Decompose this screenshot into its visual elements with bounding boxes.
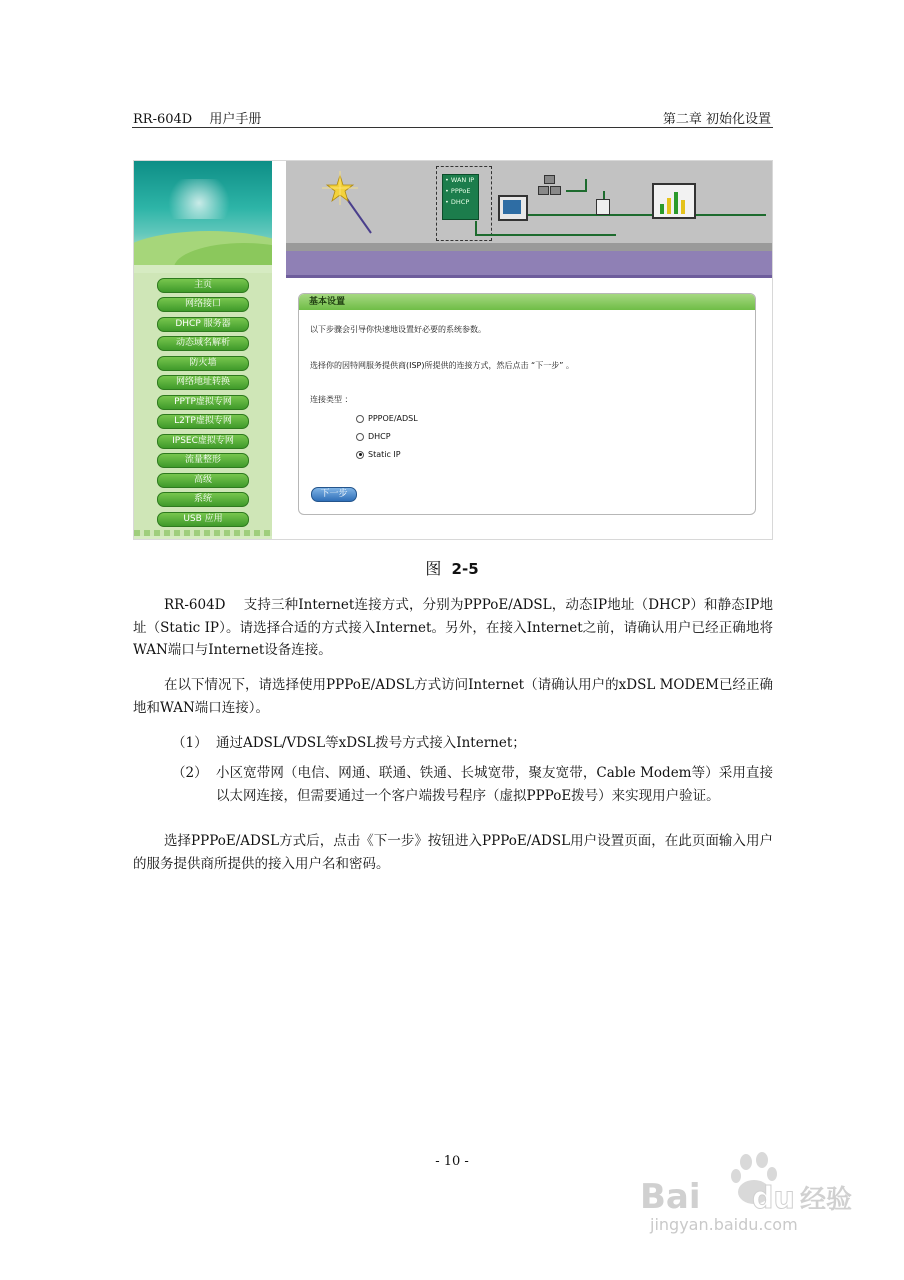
- router-ui-screenshot: [133, 160, 773, 540]
- paragraph-connection-methods: RR-604D 支持三种Internet连接方式，分别为PPPoE/ADSL，动态IP地址（DHCP）和静态IP地址（Static IP）。请选择合适的方式接入Internet。另外，在接入Internet之前，请确认用户已经正确地将WAN端口与Internet设备连接。: [133, 597, 773, 658]
- paragraph-next-step-instruction: 选择PPPoE/ADSL方式后，点击《下一步》按钮进入PPPoE/ADSL用户设置页面，在此页面输入用户的服务提供商所提供的接入用户名和密码。: [133, 833, 773, 872]
- list-item-number: （2）: [172, 765, 208, 781]
- chart-monitor-icon: [652, 183, 696, 219]
- sidebar-menu: [134, 273, 272, 535]
- header-rule: [132, 127, 773, 128]
- sidebar-banner-image: [134, 161, 272, 265]
- router-sidebar: [134, 161, 272, 539]
- figure-caption-number: 2-5: [451, 560, 479, 578]
- wizard-instruction-text: 选择你的因特网服务提供商(ISP)所提供的连接方式，然后点击 “下一步” 。: [310, 361, 574, 370]
- menu-item-advanced[interactable]: 高级: [157, 473, 249, 488]
- radio-dhcp-icon[interactable]: [356, 433, 364, 441]
- svg-text:经验: 经验: [800, 1185, 853, 1215]
- computers-cluster-icon: [538, 175, 560, 195]
- list-item-number: （1）: [172, 735, 208, 751]
- menu-item-ipsec-vpn[interactable]: IPSEC虚拟专网: [157, 434, 249, 449]
- option-pppoe-label: PPPOE/ADSL: [368, 414, 418, 423]
- magic-wand-icon: [316, 171, 376, 236]
- paragraph-pppoe-cases: 在以下情况下，请选择使用PPPoE/ADSL方式访问Internet（请确认用户的xDSL MODEM已经正确地和WAN端口连接）。: [133, 677, 773, 716]
- panel-title: 基本设置: [299, 294, 755, 310]
- wizard-intro-text: 以下步骤会引导你快速地设置好必要的系统参数。: [310, 325, 486, 334]
- banner-divider: [286, 243, 772, 251]
- basic-settings-panel: [298, 293, 756, 515]
- menu-item-network-interface[interactable]: 网络接口: [157, 297, 249, 312]
- radio-static-ip-icon[interactable]: [356, 451, 364, 459]
- option-static-ip[interactable]: [356, 450, 401, 459]
- header-chapter-title: 第二章 初始化设置: [662, 112, 771, 127]
- menu-item-traffic-shaping[interactable]: 流量整形: [157, 453, 249, 468]
- router-device-icon: [596, 199, 610, 215]
- purple-title-bar: [286, 251, 772, 275]
- menu-item-l2tp-vpn[interactable]: L2TP虚拟专网: [157, 414, 249, 429]
- user-monitor-icon: [498, 195, 528, 221]
- next-step-button[interactable]: 下一步: [311, 487, 357, 502]
- svg-text:du: du: [752, 1181, 795, 1216]
- option-dhcp[interactable]: [356, 432, 391, 441]
- menu-item-ddns[interactable]: 动态域名解析: [157, 336, 249, 351]
- list-item-text: 小区宽带网（电信、网通、联通、铁通、长城宽带，聚友宽带，Cable Modem等）采用直接以太网连接，但需要通过一个客户端拨号程序（虚拟PPPoE拨号）来实现用户验证。: [216, 765, 773, 804]
- radio-pppoe-icon[interactable]: [356, 415, 364, 423]
- menu-item-pptp-vpn[interactable]: PPTP虚拟专网: [157, 395, 249, 410]
- menu-item-nat[interactable]: 网络地址转换: [157, 375, 249, 390]
- page-number: - 10 -: [435, 1154, 469, 1169]
- sidebar-bottom-stripe: [134, 530, 272, 536]
- pppoe-label: • PPPoE: [445, 187, 471, 195]
- option-dhcp-label: DHCP: [368, 432, 391, 441]
- figure-caption-prefix: 图: [425, 559, 442, 578]
- svg-text:Bai: Bai: [640, 1177, 701, 1217]
- network-lines-graphic: [446, 171, 776, 243]
- option-static-ip-label: Static IP: [368, 450, 401, 459]
- menu-item-dhcp-server[interactable]: DHCP 服务器: [157, 317, 249, 332]
- dhcp-label: • DHCP: [445, 198, 470, 206]
- menu-item-firewall[interactable]: 防火墙: [157, 356, 249, 371]
- header-doc-title: RR-604D 用户手册: [133, 112, 262, 127]
- figure-caption: [0, 556, 904, 579]
- menu-item-home[interactable]: 主页: [157, 278, 249, 293]
- connection-type-label: 连接类型 ：: [310, 395, 353, 404]
- purple-bar-underline: [286, 275, 772, 278]
- wan-ip-label: • WAN IP: [445, 176, 475, 184]
- list-item-text: 通过ADSL/VDSL等xDSL拨号方式接入Internet；: [216, 735, 526, 751]
- router-main-area: [286, 161, 772, 539]
- menu-item-system[interactable]: 系统: [157, 492, 249, 507]
- option-pppoe-adsl[interactable]: [356, 414, 418, 423]
- watermark-url: jingyan.baidu.com: [650, 1215, 798, 1234]
- menu-item-usb[interactable]: USB 应用: [157, 512, 249, 527]
- network-diagram-banner: [286, 161, 772, 243]
